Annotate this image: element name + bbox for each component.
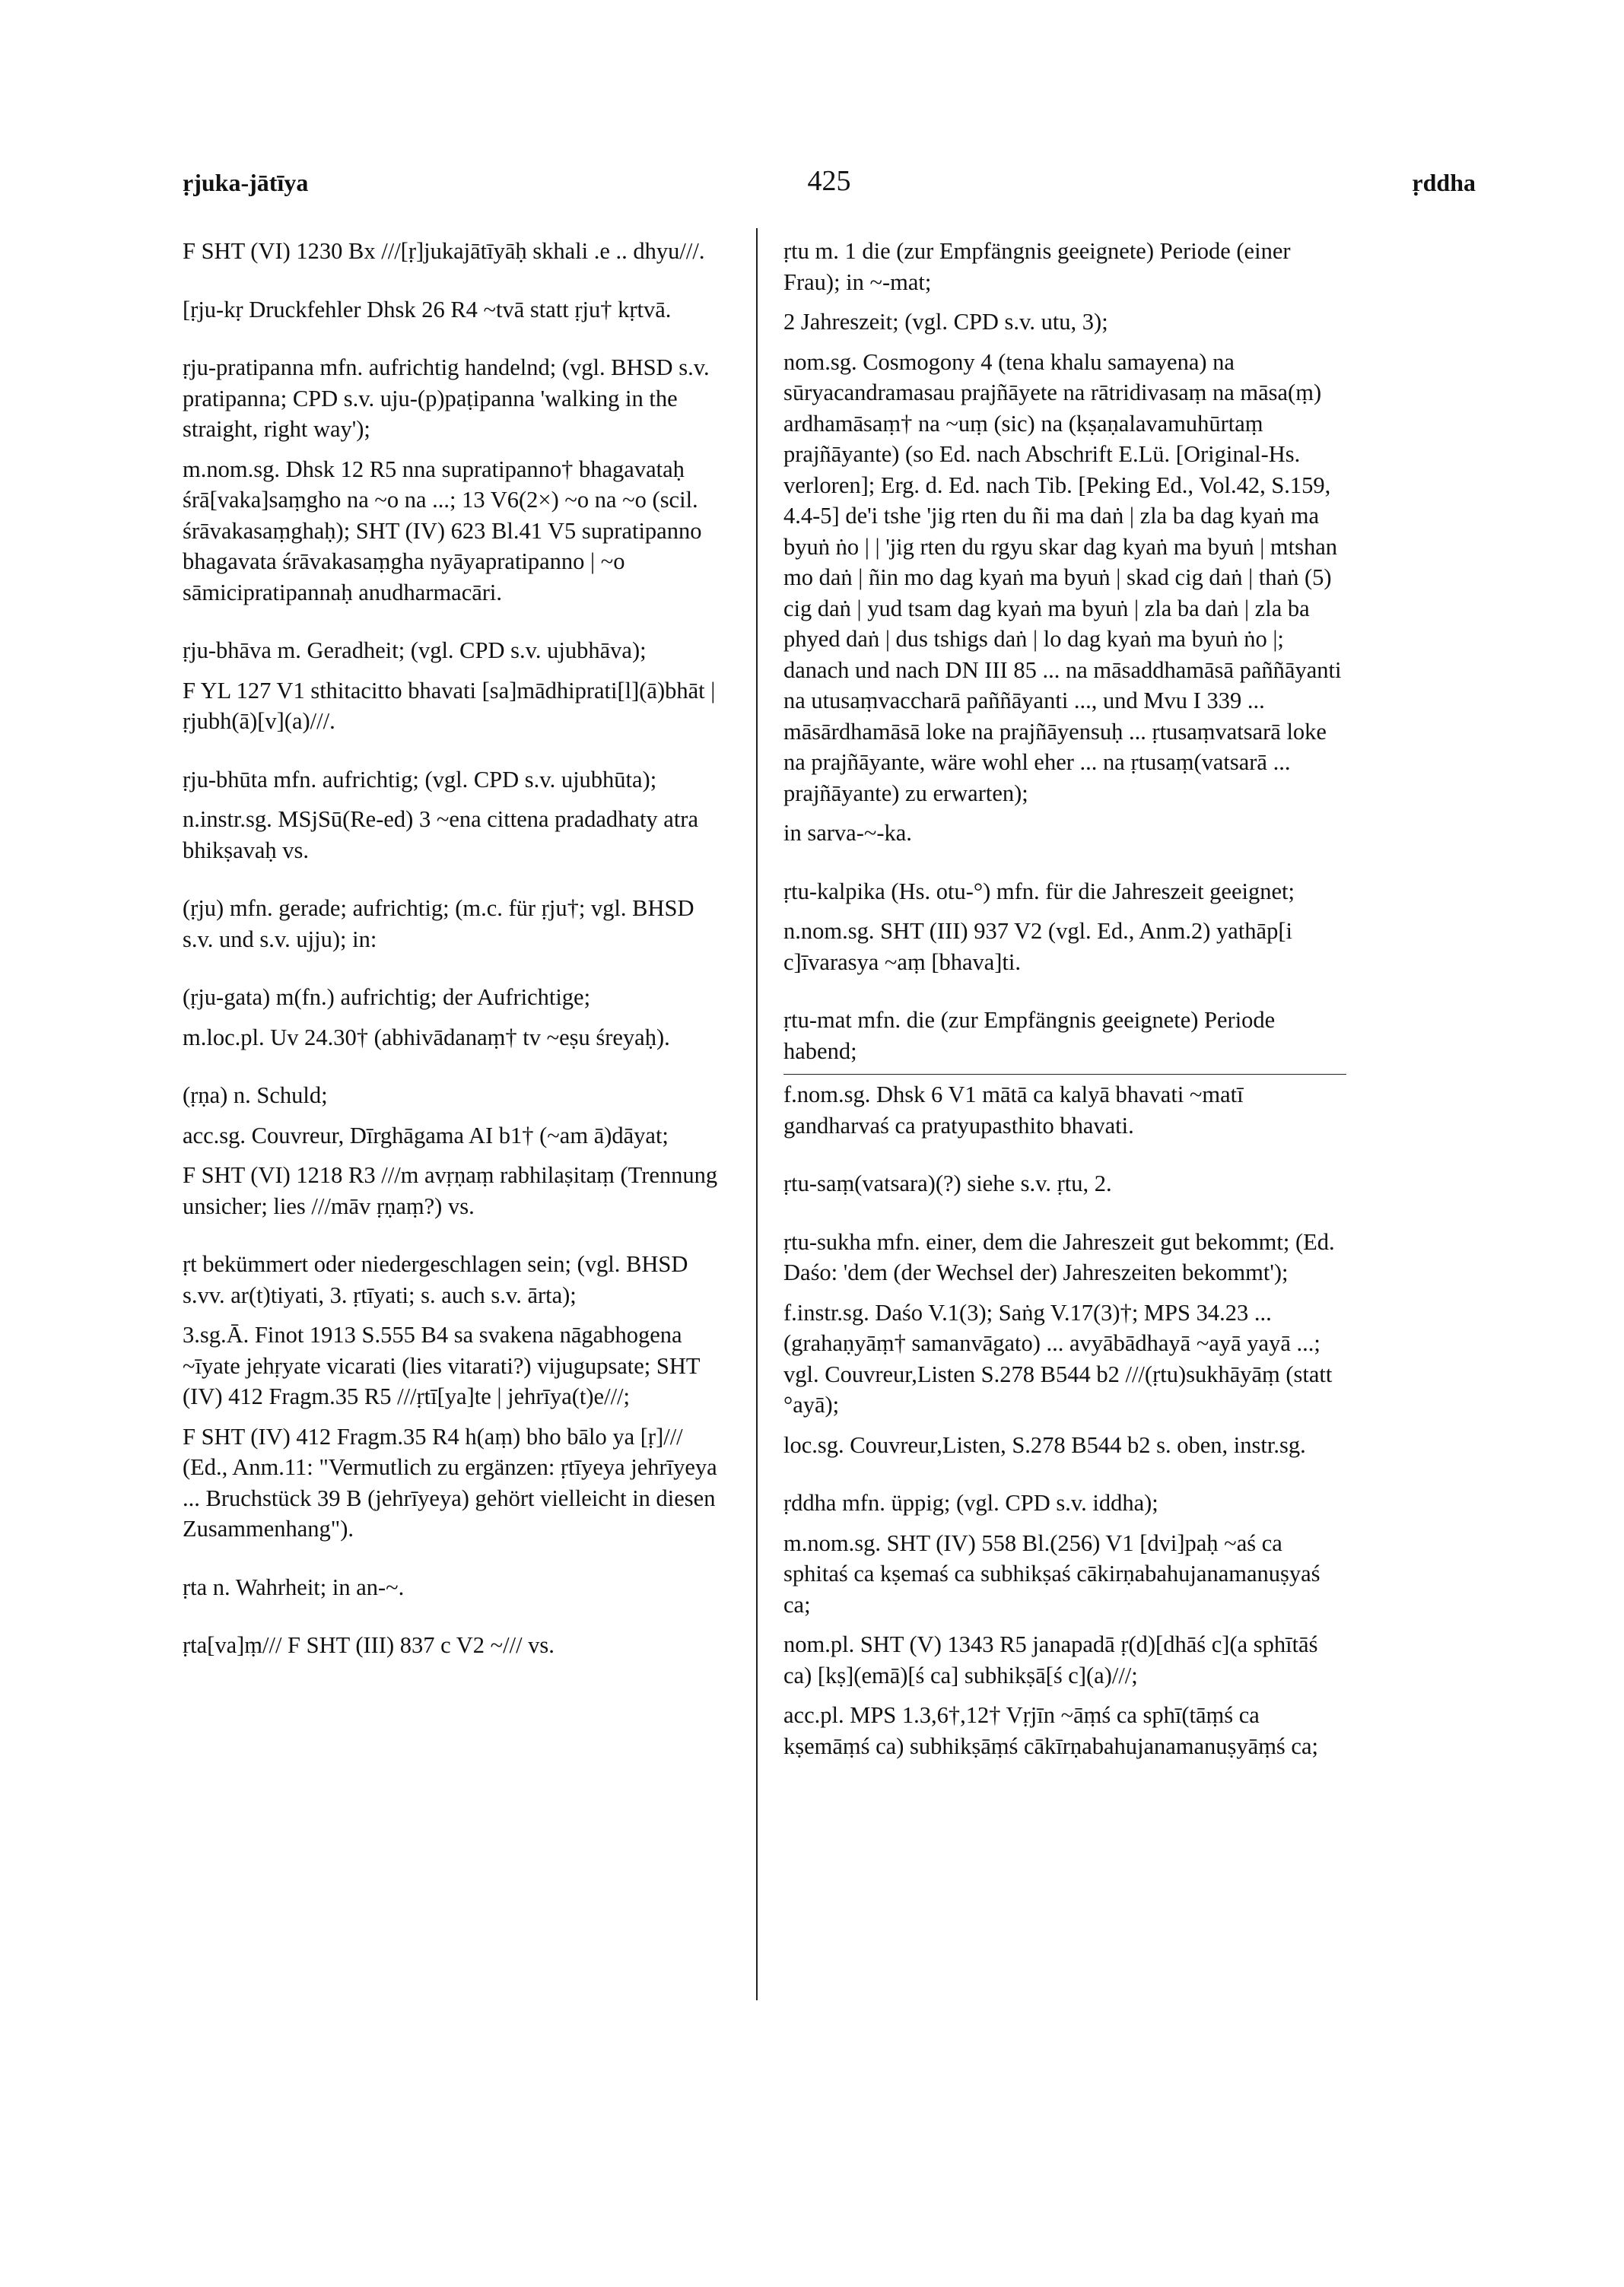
entry-line: F SHT (VI) 1230 Bx ///[ṛ]jukajātīyāḥ skhali .e .. dhyu///. (183, 238, 705, 264)
entry-line: acc.sg. Couvreur, Dīrghāgama AI b1† (~am ā)dāyat; (183, 1122, 669, 1148)
entry-line: 2 Jahreszeit; (vgl. CPD s.v. utu, 3); (783, 309, 1108, 335)
entry-line: f.nom.sg. Dhsk 6 V1 mātā ca kalyā bhavati ~matī gandharvaś ca pratyupasthito bhavati. (783, 1074, 1346, 1141)
entry-headword-line: ṛju-pratipanna mfn. aufrichtig handelnd; (vgl. BHSD s.v. pratipanna; CPD s.v. uju-(p)paṭipanna 'walking in the straight, right way'); (183, 354, 710, 442)
entry-line: f.instr.sg. Daśo V.1(3); Saṅg V.17(3)†; MPS 34.23 ... (grahaṇyāṃ† samanvāgato) ... avyābādhayā ~ayā yayā ...; vgl. Couvreur,Listen S.278 B544 b2 ///(ṛtu)sukhāyāṃ (statt °ayā); (783, 1299, 1333, 1418)
entry-headword-line: ṛta n. Wahrheit; in an-~. (183, 1574, 405, 1600)
entry-headword-line: (ṛju-gata) m(fn.) aufrichtig; der Aufrichtige; (183, 984, 591, 1010)
dictionary-entry (183, 1080, 730, 1221)
entry-headword-line: (ṛju) mfn. gerade; aufrichtig; (m.c. für ṛju†; vgl. BHSD s.v. und s.v. ujju); in: (183, 895, 694, 952)
entry-headword-line: ṛt bekümmert oder niedergeschlagen sein; (vgl. BHSD s.vv. ar(t)tiyati, 3. ṛtīyati; s. auch s.v. ārta); (183, 1251, 688, 1308)
page-header (183, 165, 1476, 207)
dictionary-entry (783, 1005, 1346, 1141)
right-column (783, 236, 1346, 1789)
dictionary-entry (183, 1572, 730, 1603)
dictionary-entry (783, 1168, 1346, 1199)
entry-line: acc.pl. MPS 1.3,6†,12† Vṛjīn ~āṃś ca sphī(tāṃś ca kṣemāṃś ca) subhikṣāṃś cākīrṇabahujanamanuṣyāṃś ca; (783, 1702, 1318, 1759)
dictionary-entry (183, 764, 730, 866)
dictionary-entry (183, 1249, 730, 1545)
dictionary-entry (783, 876, 1346, 978)
dictionary-entry (783, 1227, 1346, 1461)
column-divider (756, 228, 758, 2000)
entry-headword-line: ṛddha mfn. üppig; (vgl. CPD s.v. iddha); (783, 1490, 1158, 1516)
entry-line: F SHT (VI) 1218 R3 ///m avṛṇaṃ rabhilaṣitaṃ (Trennung unsicher; lies ///māv ṛṇaṃ?) vs. (183, 1162, 718, 1219)
entry-line: m.nom.sg. Dhsk 12 R5 nna supratipanno† bhagavataḥ śrā[vaka]saṃgho na ~o na ...; 13 V6(2×) ~o na ~o (scil. śrāvakasaṃghaḥ); SHT (IV) 623 Bl.41 V5 supratipanno bhagavata śrāvakasaṃgha nyāyapratipanno | ~o sāmicipratipannaḥ anudharmacāri. (183, 456, 702, 605)
entry-headword-line: ṛtu-sukha mfn. einer, dem die Jahreszeit gut bekommt; (Ed. Daśo: 'dem (der Wechsel der) Jahreszeiten bekommt'); (783, 1228, 1335, 1285)
entry-line: F YL 127 V1 sthitacitto bhavati [sa]mādhiprati[l](ā)bhāt | ṛjubh(ā)[v](a)///. (183, 677, 716, 734)
dictionary-entry (183, 635, 730, 737)
entry-line: F SHT (IV) 412 Fragm.35 R4 h(aṃ) bho bālo ya [ṛ]/// (Ed., Anm.11: "Vermutlich zu ergänzen: ṛtīyeya jehrīyeya ... Bruchstück 39 B (jehrīyeya) gehört vielleicht in diesen Zusammenhang"). (183, 1423, 717, 1542)
dictionary-entry (183, 893, 730, 955)
dictionary-entry (183, 1630, 730, 1661)
header-right-catchword: ṛddha (1412, 169, 1476, 196)
entry-line: m.loc.pl. Uv 24.30† (abhivādanaṃ† tv ~eṣu śreyaḥ). (183, 1024, 670, 1050)
entry-line: n.nom.sg. SHT (III) 937 V2 (vgl. Ed., Anm.2) yathāp[i c]īvarasya ~aṃ [bhava]ti. (783, 918, 1292, 975)
entry-line: m.nom.sg. SHT (IV) 558 Bl.(256) V1 [dvi]paḥ ~aś ca sphitaś ca kṣemaś ca subhikṣaś cākirṇabahujanamanuṣyaś ca; (783, 1529, 1320, 1618)
entry-line: nom.sg. Cosmogony 4 (tena khalu samayena) na sūryacandramasau prajñāyete na rātridivasaṃ na māsa(ṃ) ardhamāsaṃ† na ~uṃ (sic) na (kṣaṇalavamuhūrtaṃ prajñāyante) (so Ed. nach Abschrift E.Lü. [Original-Hs. verloren]; Erg. d. Ed. nach Tib. [Peking Ed., Vol.42, S.159, 4.4-5] de'i tshe 'jig rten du ñi ma daṅ | zla ba dag kyaṅ ma byuṅ ṅo | | 'jig rten du rgyu skar dag kyaṅ ma byuṅ | mtshan mo daṅ | ñin mo dag kyaṅ ma byuṅ | skad cig daṅ | thaṅ (5) cig daṅ | yud tsam dag kyaṅ ma byuṅ | zla ba daṅ | zla ba phyed daṅ | dus tshigs daṅ | lo dag kyaṅ ma byuṅ ṅo |; danach und nach DN III 85 ... na māsaddhamāsā paññāyanti na utusaṃvaccharā paññāyanti ..., und Mvu I 339 ... māsārdhamāsā loke na prajñāyensuḥ ... ṛtusaṃvatsarā loke na prajñāyante, wäre wohl eher ... na ṛtusaṃ(vatsarā ... prajñāyante) zu erwarten); (783, 348, 1342, 806)
entry-headword-line: ṛtu-mat mfn. die (zur Empfängnis geeignete) Periode habend; (783, 1007, 1276, 1064)
dictionary-entry (183, 982, 730, 1053)
dictionary-entry (183, 294, 730, 326)
entry-headword-line: (ṛṇa) n. Schuld; (183, 1082, 328, 1108)
entry-line: 3.sg.Ā. Finot 1913 S.555 B4 sa svakena nāgabhogena ~īyate jehṛyate vicarati (lies vitarati?) vijugupsate; SHT (IV) 412 Fragm.35 R5 ///ṛtī[ya]te | jehrīya(t)e///; (183, 1322, 700, 1409)
dictionary-entry (183, 352, 730, 608)
entry-headword-line: ṛju-bhūta mfn. aufrichtig; (vgl. CPD s.v. ujubhūta); (183, 766, 657, 793)
header-left-catchword: ṛjuka-jātīya (183, 169, 309, 196)
left-column (183, 236, 730, 1688)
dictionary-entry (783, 1488, 1346, 1761)
entry-headword-line: ṛtu m. 1 die (zur Empfängnis geeignete) Periode (einer Frau); in ~-mat; (783, 238, 1291, 295)
entry-headword-line: ṛta[va]ṃ/// F SHT (III) 837 c V2 ~/// vs. (183, 1632, 555, 1658)
dictionary-entry (183, 236, 730, 267)
entry-headword-line: ṛtu-kalpika (Hs. otu-°) mfn. für die Jahreszeit geeignet; (783, 878, 1295, 904)
entry-headword-line: ṛtu-saṃ(vatsara)(?) siehe s.v. ṛtu, 2. (783, 1170, 1112, 1196)
entry-line: in sarva-~-ka. (783, 820, 912, 846)
page-number: 425 (807, 165, 851, 197)
dictionary-entry (783, 236, 1346, 849)
entry-line: [ṛju-kṛ Druckfehler Dhsk 26 R4 ~tvā statt ṛju† kṛtvā. (183, 296, 672, 322)
entry-line: loc.sg. Couvreur,Listen, S.278 B544 b2 s. oben, instr.sg. (783, 1431, 1306, 1458)
entry-line: n.instr.sg. MSjSū(Re-ed) 3 ~ena cittena pradadhaty atra bhikṣavaḥ vs. (183, 806, 698, 863)
entry-headword-line: ṛju-bhāva m. Geradheit; (vgl. CPD s.v. ujubhāva); (183, 637, 647, 663)
entry-line: nom.pl. SHT (V) 1343 R5 janapadā ṛ(d)[dhāś c](a sphītāś ca) [kṣ](emā)[ś ca] subhikṣā[ś c](a)///; (783, 1631, 1318, 1688)
